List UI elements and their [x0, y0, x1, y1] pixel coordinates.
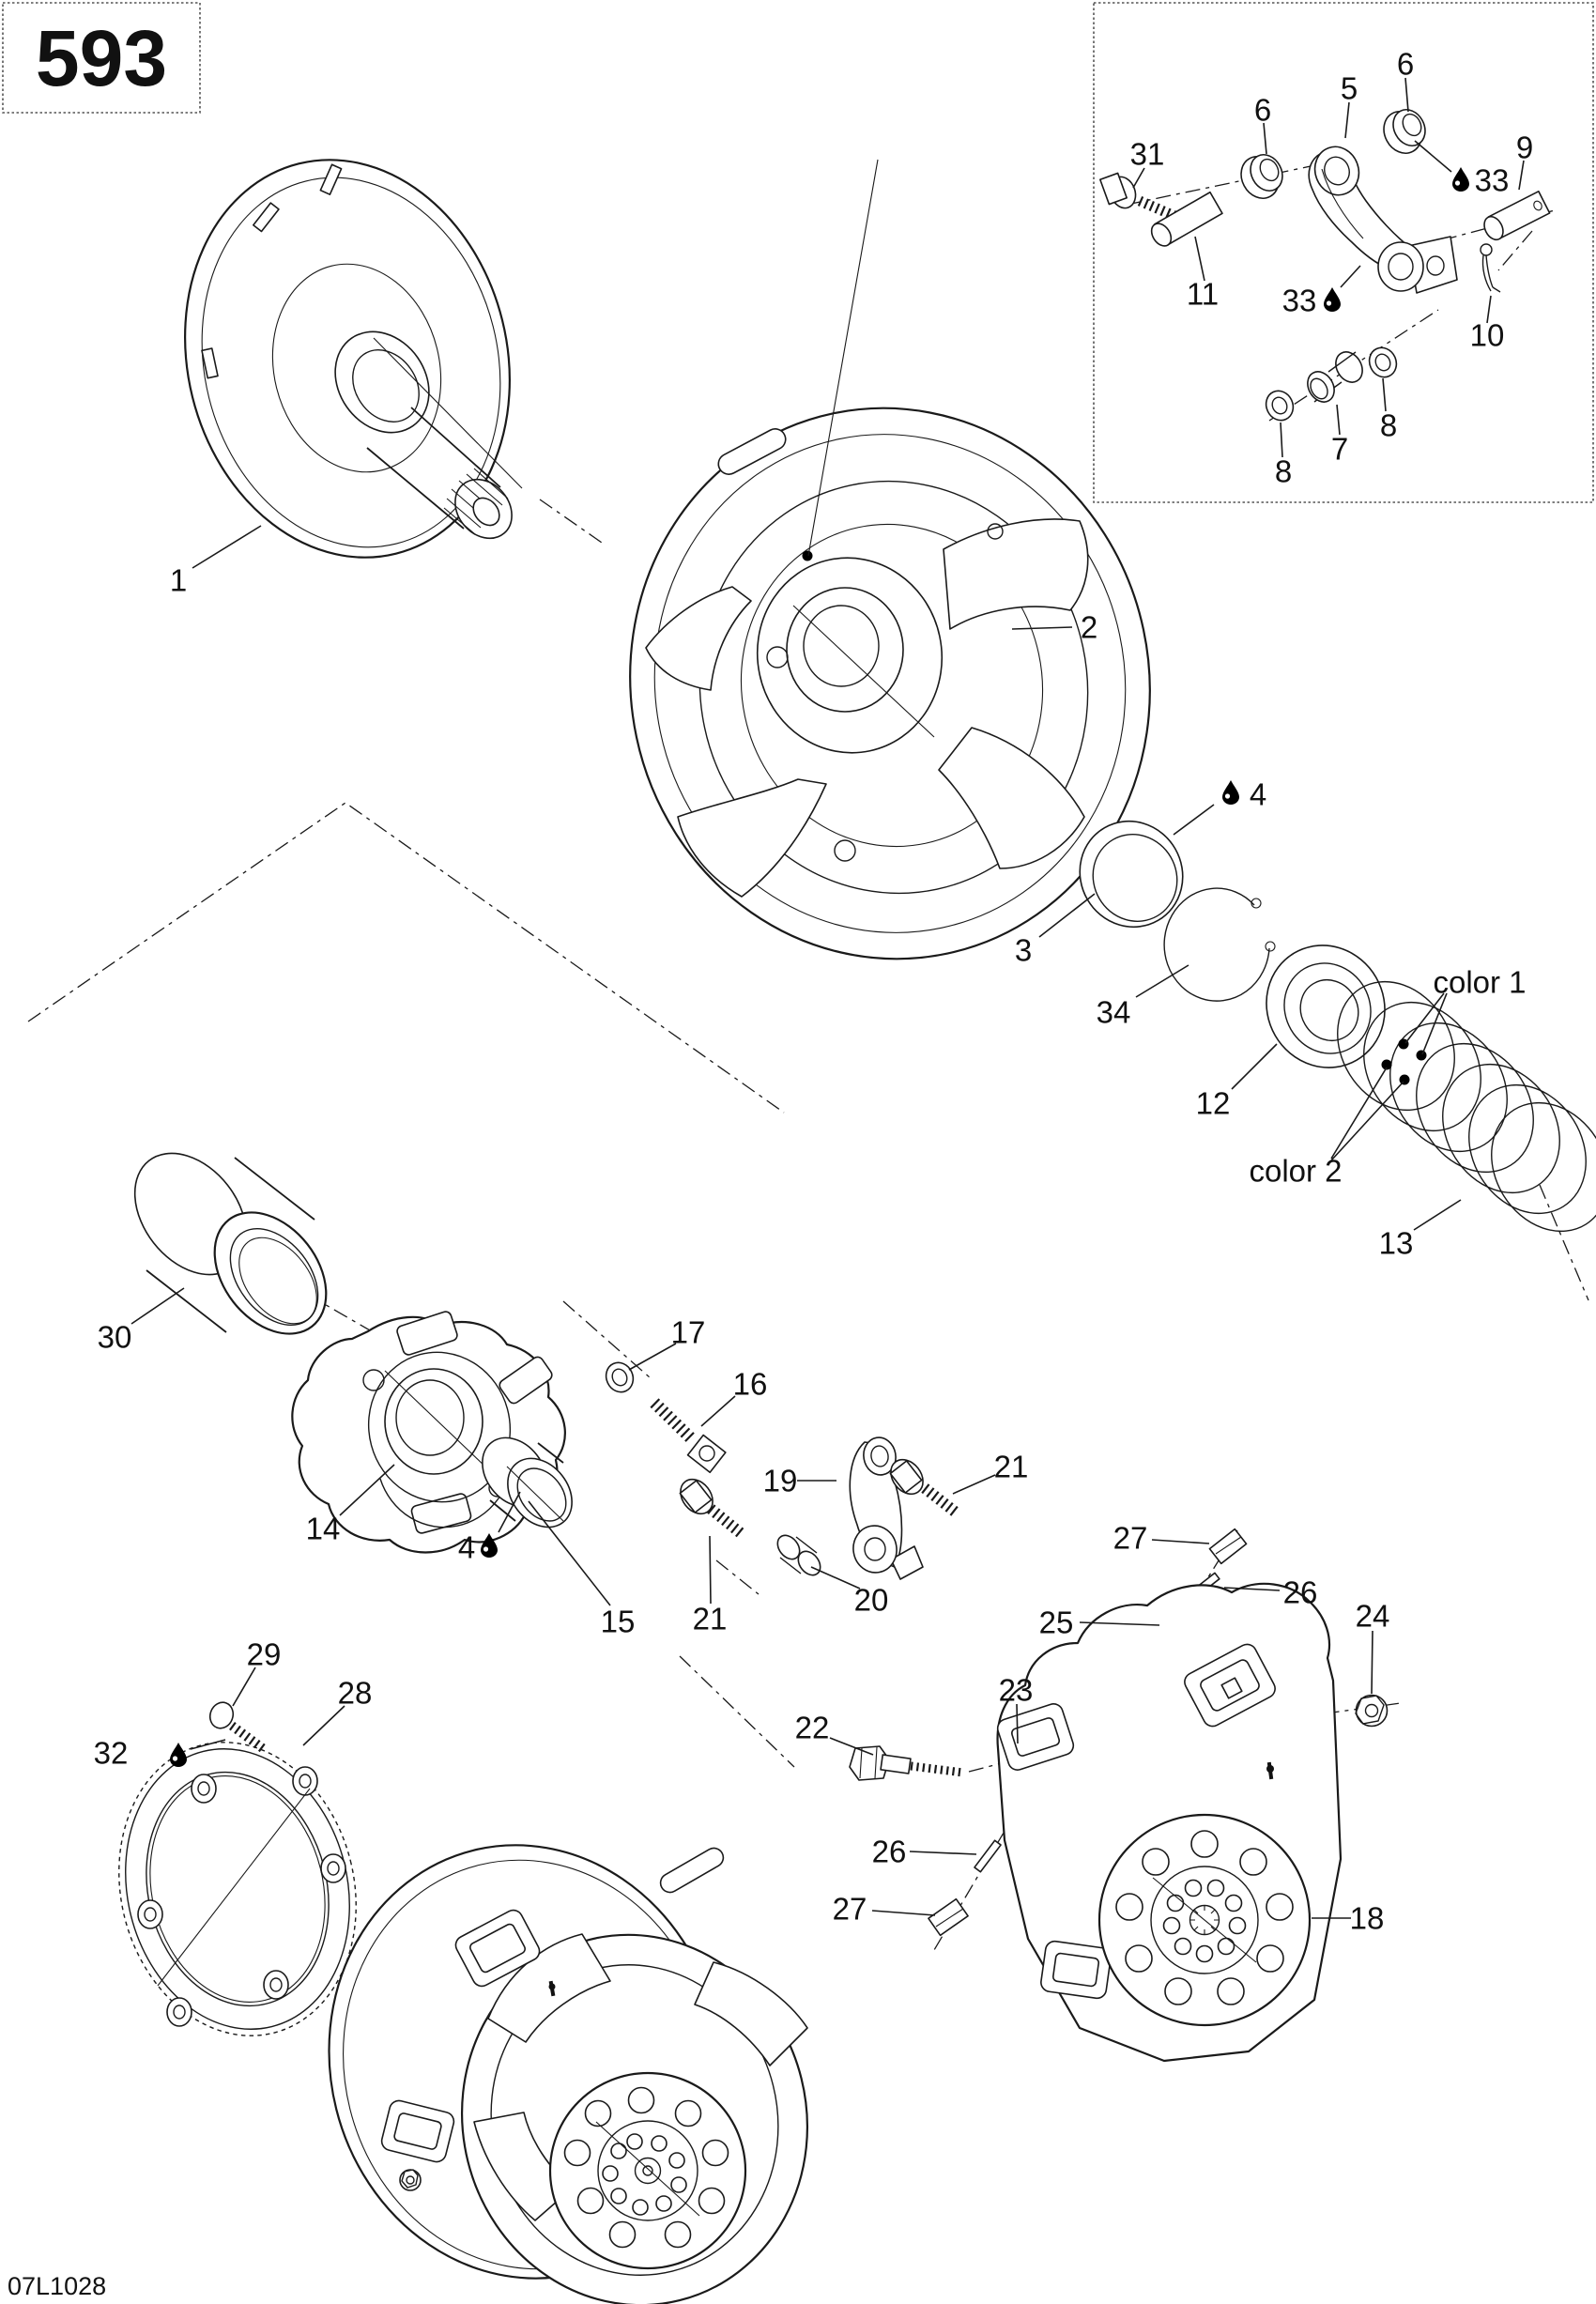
part-5-lever: [1308, 141, 1457, 293]
callout-22-23: 22: [794, 1710, 830, 1745]
callout-17-13: 17: [670, 1314, 706, 1350]
callout-13-8: 13: [1378, 1225, 1414, 1261]
callout-1-0: 1: [169, 562, 188, 598]
part-18-clutch-drum: [995, 1584, 1341, 2061]
callout-27-26: 27: [832, 1891, 867, 1927]
callout-21-18: 21: [993, 1449, 1029, 1484]
detail-reference-dot: [803, 551, 813, 561]
part-17-washer: [602, 1359, 638, 1397]
callout-29-28: 29: [246, 1636, 282, 1672]
callout-32-30: 32: [93, 1735, 129, 1771]
callout-2-1: 2: [1080, 609, 1098, 645]
part-27-slider-shoe-upper: [1209, 1529, 1246, 1564]
part-19-lever: [850, 1435, 923, 1579]
callout-27-21: 27: [1113, 1520, 1148, 1556]
engine-badge-label: 593: [35, 14, 168, 102]
callout-10-39: 10: [1469, 317, 1505, 353]
callout-12-5: 12: [1195, 1085, 1231, 1121]
callout-4-11: 4: [457, 1529, 476, 1565]
callout-24-22: 24: [1355, 1598, 1390, 1634]
part-8-washer-left: [1262, 387, 1298, 425]
callout-5-33: 5: [1340, 70, 1358, 106]
callout-21-16: 21: [692, 1601, 728, 1636]
callout-34-3: 34: [1096, 994, 1131, 1030]
callout-6-32: 6: [1253, 92, 1272, 128]
callout-20-17: 20: [853, 1582, 889, 1618]
part-21-bolt-left: [674, 1473, 741, 1533]
callout-26-20: 26: [1282, 1574, 1318, 1610]
part-30-bushing: [112, 1131, 348, 1355]
callout-8-40: 8: [1274, 453, 1293, 489]
drawing-code: 07L1028: [8, 2272, 107, 2300]
callout-8-42: 8: [1379, 407, 1398, 443]
oil-drop-icon: [170, 1743, 187, 1767]
callout-19-15: 19: [762, 1463, 798, 1498]
part-6-bushing-left: [1234, 149, 1288, 205]
part-7-bushing: [1302, 347, 1368, 407]
callout-30-9: 30: [97, 1319, 132, 1355]
part-8-washer-right: [1365, 344, 1402, 382]
callout-18-27: 18: [1349, 1900, 1385, 1936]
spring-color-dots: [1382, 1039, 1427, 1085]
part-6-bushing-right: [1376, 104, 1431, 160]
part-24-nut: [1356, 1696, 1388, 1727]
part-1-fixed-sheave: [144, 125, 550, 592]
callout-7-41: 7: [1330, 431, 1349, 467]
oil-drop-icon: [1222, 780, 1239, 805]
callout-11-37: 11: [1186, 276, 1220, 312]
callout-3-2: 3: [1014, 932, 1033, 968]
callout-31-31: 31: [1129, 136, 1165, 172]
callout-9-35: 9: [1515, 130, 1534, 165]
part-34-circlip: [1164, 888, 1275, 1001]
callout-6-34: 6: [1396, 46, 1415, 82]
callout-color-1-6: color 1: [1433, 964, 1527, 1000]
part-26-pin-lower: [974, 1840, 1001, 1872]
lower-pulley-assembly: [284, 1804, 846, 2304]
callout-23-24: 23: [998, 1672, 1034, 1708]
callout-color-2-7: color 2: [1249, 1153, 1343, 1189]
callout-15-12: 15: [600, 1604, 636, 1639]
part-29-screw: [207, 1699, 264, 1749]
callout-33-36: 33: [1474, 162, 1510, 198]
callout-33-38: 33: [1281, 283, 1317, 318]
oil-drop-icon: [1324, 287, 1341, 312]
part-10-cotter-pin: [1481, 244, 1500, 292]
oil-drop-icon: [1452, 167, 1469, 192]
callout-4-4: 4: [1249, 776, 1267, 812]
callout-28-29: 28: [337, 1675, 373, 1711]
part-20-roller: [774, 1531, 825, 1579]
callout-25-19: 25: [1038, 1605, 1074, 1640]
part-22-bolt: [850, 1746, 963, 1780]
callout-14-10: 14: [305, 1511, 341, 1546]
part-11-pin: [1147, 192, 1222, 250]
callout-16-14: 16: [732, 1366, 768, 1402]
part-27-slider-shoe-lower: [928, 1899, 968, 1936]
engine-badge: [3, 3, 200, 113]
part-9-pin: [1481, 192, 1550, 243]
callout-26-25: 26: [871, 1834, 907, 1869]
